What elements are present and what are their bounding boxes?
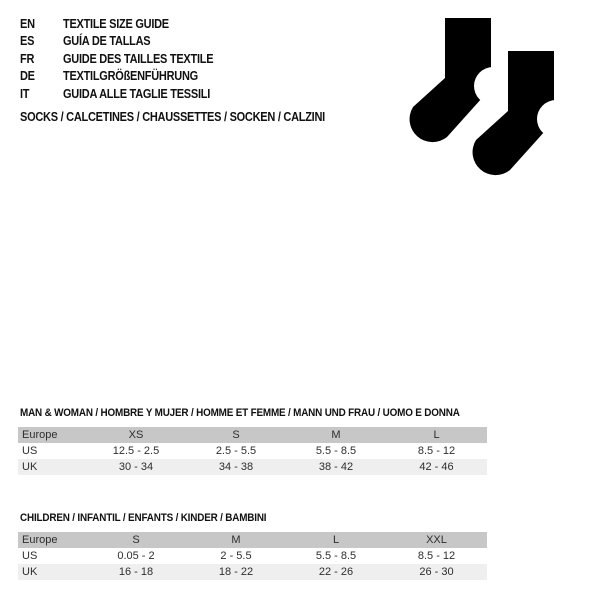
table-row <box>18 564 487 580</box>
size-value: 8.5 - 12 <box>417 550 456 562</box>
size-value: 42 - 46 <box>419 461 454 473</box>
category-line: SOCKS / CALCETINES / CHAUSSETTES / SOCKEN / CALZINI <box>20 110 325 124</box>
column-header: M <box>331 429 341 441</box>
language-title-list <box>20 15 234 103</box>
column-header: S <box>232 429 240 441</box>
column-header: Europe <box>22 534 58 546</box>
size-value: 38 - 42 <box>318 461 354 473</box>
size-value: 22 - 26 <box>318 566 354 578</box>
language-title: TEXTILGRÖßENFÜHRUNG <box>63 69 198 84</box>
size-value: 5.5 - 8.5 <box>315 445 357 457</box>
language-row <box>20 33 234 51</box>
language-row <box>20 15 234 33</box>
size-value: 30 - 34 <box>118 461 154 473</box>
language-title: GUIDE DES TAILLES TEXTILE <box>63 51 214 66</box>
language-row <box>20 50 234 68</box>
table-title: MAN & WOMAN / HOMBRE Y MUJER / HOMME ET FEMME / MANN UND FRAU / UOMO E DONNA <box>20 407 460 419</box>
size-value: 12.5 - 2.5 <box>112 445 160 457</box>
table-header-row <box>18 427 487 443</box>
table-row <box>18 443 487 459</box>
row-label: UK <box>22 566 38 578</box>
size-value: 18 - 22 <box>218 566 254 578</box>
children-size-table <box>18 532 487 580</box>
table-row <box>18 548 487 564</box>
size-value: 5.5 - 8.5 <box>315 550 357 562</box>
size-table-adults <box>18 407 487 475</box>
column-header: XS <box>128 429 144 441</box>
row-label: US <box>22 445 38 457</box>
size-value: 0.05 - 2 <box>117 550 155 562</box>
language-code: EN <box>20 16 35 31</box>
language-code: IT <box>20 86 30 101</box>
column-header: Europe <box>22 429 58 441</box>
column-header: XXL <box>426 534 447 546</box>
language-code: FR <box>20 51 35 66</box>
language-title: GUÍA DE TALLAS <box>63 34 151 49</box>
size-value: 34 - 38 <box>218 461 254 473</box>
language-code: ES <box>20 34 35 49</box>
language-title: TEXTILE SIZE GUIDE <box>63 16 169 31</box>
column-header: L <box>332 534 340 546</box>
language-title: GUIDA ALLE TAGLIE TESSILI <box>63 86 211 101</box>
language-row <box>20 68 234 86</box>
size-value: 2.5 - 5.5 <box>215 445 257 457</box>
language-code: DE <box>20 69 35 84</box>
table-header-row <box>18 532 487 548</box>
row-label: US <box>22 550 38 562</box>
socks-icon <box>390 0 600 190</box>
size-value: 26 - 30 <box>419 566 454 578</box>
size-value: 2 - 5.5 <box>220 550 252 562</box>
column-header: L <box>433 429 440 441</box>
size-value: 16 - 18 <box>118 566 154 578</box>
size-tables <box>18 407 487 580</box>
size-table-children <box>18 512 487 580</box>
table-row <box>18 459 487 475</box>
adults-size-table <box>18 427 487 475</box>
language-row <box>20 85 234 103</box>
column-header: M <box>231 534 241 546</box>
row-label: UK <box>22 461 38 473</box>
column-header: S <box>132 534 140 546</box>
table-title: CHILDREN / INFANTIL / ENFANTS / KINDER / BAMBINI <box>20 512 267 524</box>
size-value: 8.5 - 12 <box>417 445 456 457</box>
